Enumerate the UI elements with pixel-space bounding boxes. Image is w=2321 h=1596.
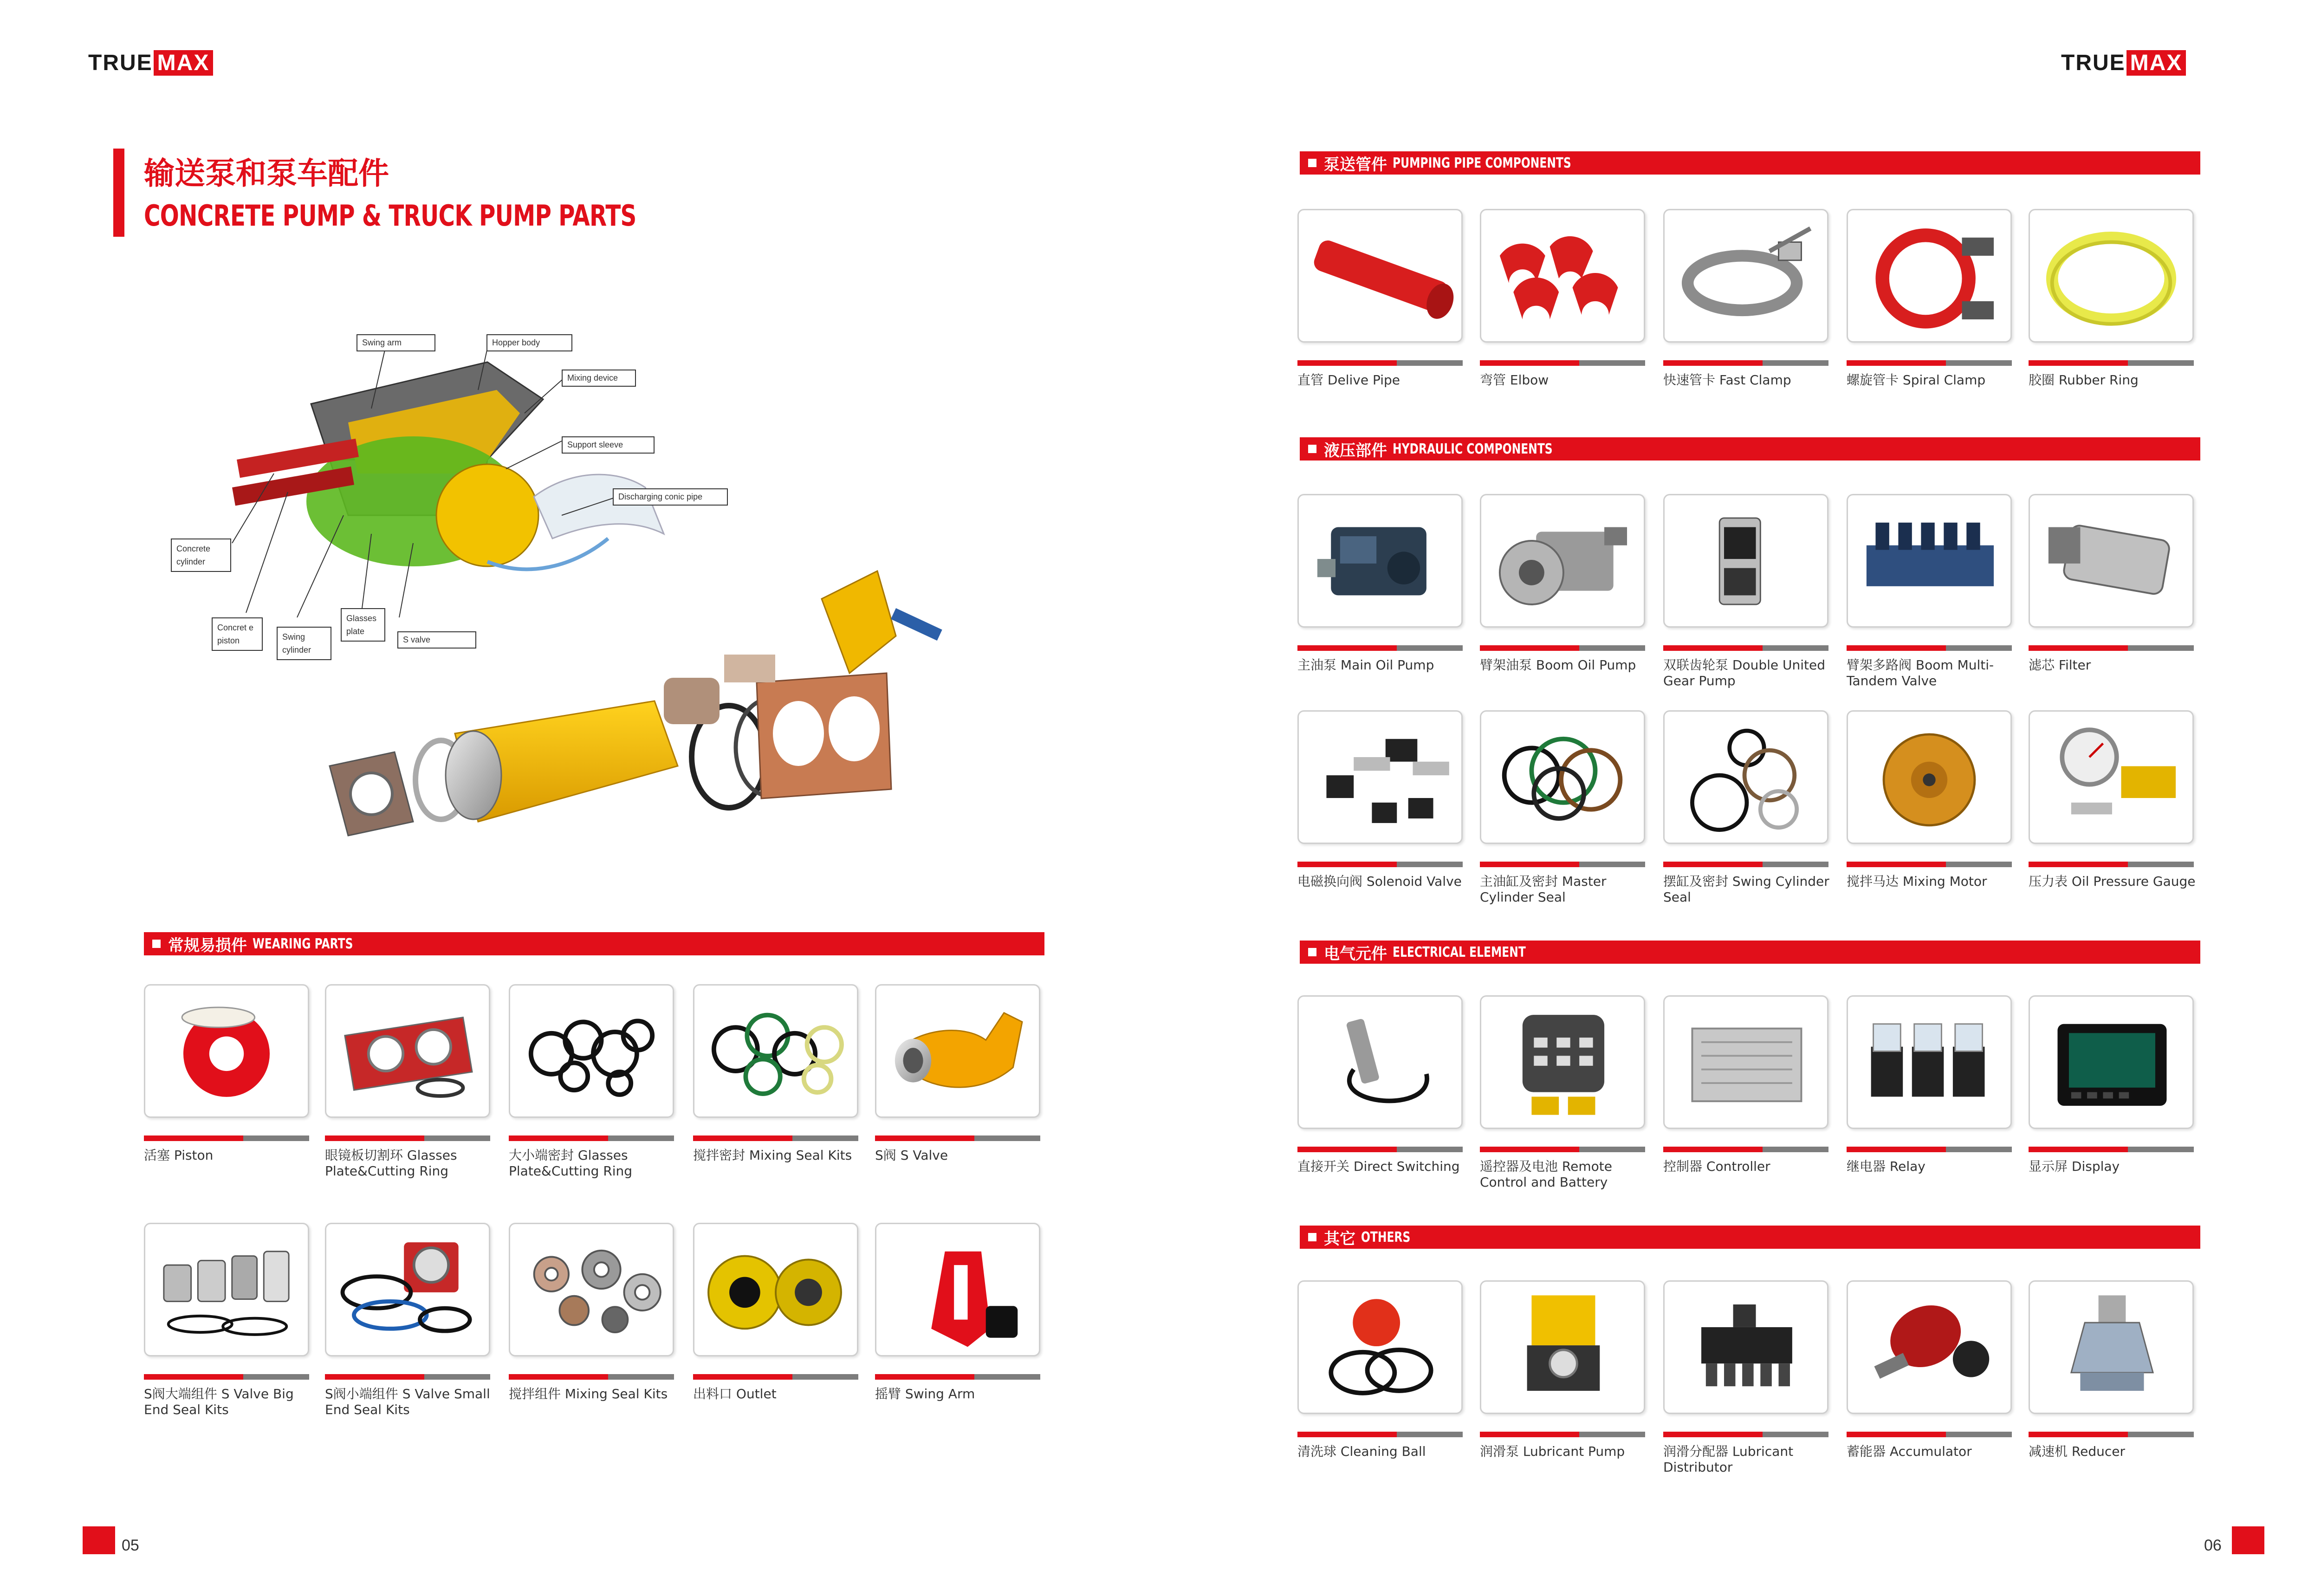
product-name-en: Mixing Motor — [1902, 874, 1987, 889]
product-name-cn: S阀 — [875, 1148, 896, 1163]
section-pumping-pipe — [1300, 151, 2200, 175]
product-card — [693, 984, 858, 1118]
caption-divider — [325, 1374, 490, 1380]
oil-pump-icon — [1299, 495, 1461, 626]
product-name-cn: 大小端密封 — [509, 1148, 574, 1163]
label-s-valve: S valve — [397, 631, 476, 649]
product-card — [1663, 209, 1828, 343]
product-caption — [2029, 1444, 2200, 1460]
product-name-cn: 弯管 — [1480, 372, 1506, 388]
product-card — [1480, 209, 1645, 343]
product-caption — [1480, 372, 1652, 388]
s-valve-icon — [876, 986, 1039, 1116]
caption-divider — [693, 1374, 858, 1380]
caption-divider — [1297, 1432, 1463, 1437]
product-name-en: Piston — [174, 1148, 214, 1163]
label-support-sleeve: Support sleeve — [562, 436, 655, 454]
product-name-cn: 遥控器及电池 — [1480, 1159, 1558, 1174]
section-title-en: PUMPING PIPE COMPONENTS — [1393, 155, 1571, 171]
product-name-cn: 臂架油泵 — [1480, 657, 1532, 673]
label-swing-cylinder: Swing cylinder — [277, 627, 331, 660]
product-name-en: Accumulator — [1889, 1444, 1972, 1459]
product-name-cn: 蓄能器 — [1847, 1444, 1886, 1459]
product-name-cn: 减速机 — [2029, 1444, 2068, 1459]
bullet-square-icon — [1308, 445, 1316, 453]
section-title-cn: 其它 — [1324, 1229, 1355, 1248]
product-caption — [1297, 1444, 1469, 1460]
caption-divider — [1480, 862, 1645, 867]
label-hopper-body: Hopper body — [486, 334, 572, 351]
caption-divider — [144, 1135, 309, 1141]
product-name-en: S Valve — [900, 1148, 948, 1163]
product-name-cn: 直管 — [1297, 372, 1324, 388]
product-name-cn: 活塞 — [144, 1148, 170, 1163]
elbow-icon — [1481, 210, 1644, 341]
product-caption — [1480, 657, 1652, 673]
product-name-en: Glasses Plate&Cutting Ring — [325, 1148, 457, 1179]
product-caption — [1663, 1159, 1835, 1174]
seal-rings-icon — [510, 986, 673, 1116]
product-name-en: Rubber Ring — [2058, 372, 2139, 388]
caption-divider — [1847, 645, 2012, 651]
product-caption — [1663, 372, 1835, 388]
product-name-en: Outlet — [736, 1386, 777, 1401]
product-name-en: Master Cylinder Seal — [1480, 874, 1607, 905]
caption-divider — [1663, 645, 1828, 651]
product-name-en: Delive Pipe — [1327, 372, 1400, 388]
product-name-cn: 臂架多路阀 — [1847, 657, 1912, 673]
caption-divider — [325, 1135, 490, 1141]
product-name-en: Solenoid Valve — [1366, 874, 1462, 889]
caption-divider — [2029, 1147, 2194, 1152]
product-name-en: Lubricant Distributor — [1663, 1444, 1794, 1475]
piston-icon — [145, 986, 308, 1116]
product-card — [1847, 494, 2012, 628]
big-end-seal-icon — [145, 1224, 308, 1355]
caption-divider — [509, 1374, 674, 1380]
product-name-en: Relay — [1889, 1159, 1926, 1174]
bullet-square-icon — [1308, 1233, 1316, 1241]
product-name-cn: 双联齿轮泵 — [1663, 657, 1729, 673]
controller-icon — [1665, 997, 1827, 1128]
product-name-cn: 眼镜板切割环 — [325, 1148, 403, 1163]
caption-divider — [1297, 1147, 1463, 1152]
multi-valve-icon — [1848, 495, 2010, 626]
product-card — [1297, 494, 1463, 628]
product-card — [509, 1223, 674, 1356]
product-caption — [144, 1386, 316, 1418]
label-discharging-pipe: Discharging conic pipe — [613, 488, 728, 506]
caption-divider — [1480, 360, 1645, 366]
product-card — [875, 1223, 1040, 1356]
product-card — [2029, 995, 2194, 1129]
product-name-cn: 继电器 — [1847, 1159, 1886, 1174]
product-name-en: Fast Clamp — [1719, 372, 1791, 388]
product-caption — [1663, 657, 1835, 689]
product-caption — [2029, 874, 2200, 889]
product-name-en: Display — [2071, 1159, 2120, 1174]
caption-divider — [1297, 360, 1463, 366]
reducer-icon — [2030, 1282, 2192, 1413]
section-title-en: ELECTRICAL ELEMENT — [1393, 944, 1526, 960]
product-name-cn: 搅拌密封 — [693, 1148, 746, 1163]
product-name-cn: 显示屏 — [2029, 1159, 2068, 1174]
product-name-cn: 清洗球 — [1297, 1444, 1337, 1459]
product-name-en: Reducer — [2071, 1444, 2125, 1459]
section-electrical — [1300, 941, 2200, 964]
product-name-en: Direct Switching — [1353, 1159, 1460, 1174]
product-caption — [1847, 1444, 2018, 1460]
section-title-cn: 液压部件 — [1324, 441, 1387, 460]
page-number-left: 05 — [122, 1537, 139, 1554]
caption-divider — [2029, 1432, 2194, 1437]
product-name-en: Swing Cylinder Seal — [1663, 874, 1829, 905]
product-caption — [1297, 1159, 1469, 1174]
product-card — [1847, 710, 2012, 844]
product-caption — [1847, 372, 2018, 388]
product-card — [1480, 995, 1645, 1129]
product-name-en: Oil Pressure Gauge — [2071, 874, 2196, 889]
accumulator-icon — [1848, 1282, 2010, 1413]
product-card — [1297, 995, 1463, 1129]
mixing-kit-icon — [510, 1224, 673, 1355]
product-name-cn: 控制器 — [1663, 1159, 1703, 1174]
caption-divider — [2029, 862, 2194, 867]
product-card — [1663, 1280, 1828, 1414]
caption-divider — [1663, 862, 1828, 867]
product-name-en: Double United Gear Pump — [1663, 657, 1826, 688]
product-card — [144, 984, 309, 1118]
product-card — [1847, 1280, 2012, 1414]
product-name-en: Elbow — [1510, 372, 1549, 388]
product-caption — [1297, 372, 1469, 388]
product-name-cn: 胶圈 — [2029, 372, 2055, 388]
outlet-icon — [694, 1224, 857, 1355]
product-caption — [1847, 874, 2018, 889]
rubber-ring-icon — [2030, 210, 2192, 341]
brand-max: MAX — [2127, 50, 2186, 76]
display-icon — [2030, 997, 2192, 1128]
product-card — [1663, 995, 1828, 1129]
product-name-cn: 搅拌马达 — [1847, 874, 1899, 889]
caption-divider — [875, 1374, 1040, 1380]
caption-divider — [509, 1135, 674, 1141]
product-name-en: S Valve Big End Seal Kits — [144, 1386, 294, 1417]
product-card — [693, 1223, 858, 1356]
pipe-icon — [1299, 210, 1461, 341]
product-caption — [325, 1386, 497, 1418]
brand-logo-right — [2061, 50, 2186, 76]
product-name-cn: 电磁换向阀 — [1297, 874, 1363, 889]
product-name-en: Main Oil Pump — [1340, 657, 1434, 673]
swing-seal-icon — [1665, 712, 1827, 843]
product-card — [1480, 710, 1645, 844]
caption-divider — [1847, 862, 2012, 867]
product-caption — [2029, 657, 2200, 673]
swing-arm-icon — [876, 1224, 1039, 1355]
page-number-right: 06 — [2204, 1537, 2222, 1554]
product-card — [2029, 1280, 2194, 1414]
product-card — [325, 1223, 490, 1356]
product-name-en: Filter — [2058, 657, 2091, 673]
caption-divider — [2029, 645, 2194, 651]
horse-logo-icon — [83, 1526, 115, 1554]
ball-icon — [1299, 1282, 1461, 1413]
product-name-en: Remote Control and Battery — [1480, 1159, 1612, 1190]
product-caption — [144, 1148, 316, 1163]
product-name-cn: 直接开关 — [1297, 1159, 1350, 1174]
product-name-en: Spiral Clamp — [1902, 372, 1986, 388]
product-card — [1847, 995, 2012, 1129]
caption-divider — [1480, 1432, 1645, 1437]
product-name-en: Swing Arm — [905, 1386, 975, 1401]
caption-divider — [875, 1135, 1040, 1141]
mixing-seal-icon — [694, 986, 857, 1116]
product-card — [2029, 710, 2194, 844]
product-card — [509, 984, 674, 1118]
product-name-en: Controller — [1706, 1159, 1770, 1174]
spiral-clamp-icon — [1848, 210, 2010, 341]
product-name-en: Boom Oil Pump — [1536, 657, 1636, 673]
caption-divider — [2029, 360, 2194, 366]
label-swing-arm: Swing arm — [357, 334, 435, 351]
product-caption — [1480, 1159, 1652, 1190]
product-name-cn: 摇臂 — [875, 1386, 901, 1401]
caption-divider — [1480, 1147, 1645, 1152]
master-seal-icon — [1481, 712, 1644, 843]
section-title-en: HYDRAULIC COMPONENTS — [1393, 441, 1553, 457]
product-name-cn: 润滑分配器 — [1663, 1444, 1729, 1459]
section-title-en: WEARING PARTS — [253, 935, 353, 952]
caption-divider — [1847, 360, 2012, 366]
product-caption — [1480, 874, 1652, 905]
product-card — [875, 984, 1040, 1118]
product-name-cn: 滤芯 — [2029, 657, 2055, 673]
product-card — [1297, 209, 1463, 343]
product-name-en: Mixing Seal Kits — [564, 1386, 668, 1401]
boom-pump-icon — [1481, 495, 1644, 626]
caption-divider — [1847, 1432, 2012, 1437]
caption-divider — [1297, 645, 1463, 651]
product-name-cn: S阀大端组件 — [144, 1386, 217, 1401]
product-name-cn: 螺旋管卡 — [1847, 372, 1899, 388]
product-caption — [1663, 874, 1835, 905]
product-card — [325, 984, 490, 1118]
caption-divider — [1663, 1432, 1828, 1437]
section-others — [1300, 1226, 2200, 1249]
small-end-seal-icon — [326, 1224, 489, 1355]
product-card — [1297, 710, 1463, 844]
product-name-cn: 搅拌组件 — [509, 1386, 561, 1401]
section-hydraulic — [1300, 437, 2200, 461]
page-title-cn: 输送泵和泵车配件 — [144, 156, 389, 191]
label-concrete-piston: Concret e piston — [212, 617, 263, 651]
product-card — [1663, 710, 1828, 844]
title-accent-bar — [113, 149, 124, 237]
product-card — [1297, 1280, 1463, 1414]
product-name-en: S Valve Small End Seal Kits — [325, 1386, 490, 1417]
product-caption — [509, 1148, 681, 1179]
product-card — [2029, 209, 2194, 343]
gear-pump-icon — [1665, 495, 1827, 626]
product-card — [144, 1223, 309, 1356]
caption-divider — [1297, 862, 1463, 867]
switch-icon — [1299, 997, 1461, 1128]
section-wearing-parts — [144, 932, 1044, 955]
brand-true: TRUE — [2061, 51, 2126, 75]
product-name-en: Boom Multi-Tandem Valve — [1847, 657, 1994, 688]
product-caption — [1847, 1159, 2018, 1174]
product-caption — [1480, 1444, 1652, 1460]
solenoid-icon — [1299, 712, 1461, 843]
caption-divider — [1663, 1147, 1828, 1152]
section-title-cn: 常规易损件 — [168, 936, 247, 955]
page-title-en: CONCRETE PUMP & TRUCK PUMP PARTS — [144, 199, 636, 233]
caption-divider — [1847, 1147, 2012, 1152]
label-concrete-cylinder: Concrete cylinder — [171, 538, 231, 572]
product-name-cn: 主油泵 — [1297, 657, 1337, 673]
brand-logo-left — [88, 50, 213, 76]
filter-icon — [2030, 495, 2192, 626]
product-caption — [875, 1386, 1047, 1402]
bullet-square-icon — [152, 940, 161, 948]
relay-icon — [1848, 997, 2010, 1128]
caption-divider — [144, 1374, 309, 1380]
glasses-plate-icon — [326, 986, 489, 1116]
product-caption — [1297, 874, 1469, 889]
product-name-cn: 出料口 — [693, 1386, 733, 1401]
product-caption — [325, 1148, 497, 1179]
product-card — [1847, 209, 2012, 343]
brand-max: MAX — [154, 50, 214, 76]
product-card — [2029, 494, 2194, 628]
product-caption — [693, 1386, 865, 1402]
product-name-en: Cleaning Ball — [1340, 1444, 1426, 1459]
product-name-cn: 润滑泵 — [1480, 1444, 1519, 1459]
section-title-cn: 电气元件 — [1324, 944, 1387, 963]
label-mixing-device: Mixing device — [562, 370, 636, 387]
product-card — [1480, 494, 1645, 628]
caption-divider — [1480, 645, 1645, 651]
product-name-cn: S阀小端组件 — [325, 1386, 398, 1401]
bullet-square-icon — [1308, 159, 1316, 167]
product-caption — [2029, 1159, 2200, 1174]
product-name-cn: 主油缸及密封 — [1480, 874, 1558, 889]
pump-parts-diagram — [153, 320, 966, 891]
product-caption — [1297, 657, 1469, 673]
product-name-cn: 快速管卡 — [1663, 372, 1716, 388]
lube-pump-icon — [1481, 1282, 1644, 1413]
brand-true: TRUE — [88, 51, 153, 75]
product-caption — [693, 1148, 865, 1163]
label-glasses-plate: Glasses plate — [341, 608, 385, 642]
product-name-en: Lubricant Pump — [1523, 1444, 1625, 1459]
product-card — [1480, 1280, 1645, 1414]
clamp-icon — [1665, 210, 1827, 341]
caption-divider — [1663, 360, 1828, 366]
caption-divider — [693, 1135, 858, 1141]
product-name-cn: 压力表 — [2029, 874, 2068, 889]
product-name-en: Mixing Seal Kits — [749, 1148, 852, 1163]
distributor-icon — [1665, 1282, 1827, 1413]
product-caption — [1663, 1444, 1835, 1475]
product-name-en: Glasses Plate&Cutting Ring — [509, 1148, 633, 1179]
product-caption — [509, 1386, 681, 1402]
horse-logo-icon — [2232, 1526, 2264, 1554]
motor-icon — [1848, 712, 2010, 843]
product-name-cn: 摆缸及密封 — [1663, 874, 1729, 889]
product-caption — [2029, 372, 2200, 388]
product-caption — [875, 1148, 1047, 1163]
bullet-square-icon — [1308, 948, 1316, 956]
section-title-en: OTHERS — [1361, 1229, 1411, 1246]
product-card — [1663, 494, 1828, 628]
gauge-icon — [2030, 712, 2192, 843]
remote-icon — [1481, 997, 1644, 1128]
section-title-cn: 泵送管件 — [1324, 155, 1387, 174]
product-caption — [1847, 657, 2018, 689]
